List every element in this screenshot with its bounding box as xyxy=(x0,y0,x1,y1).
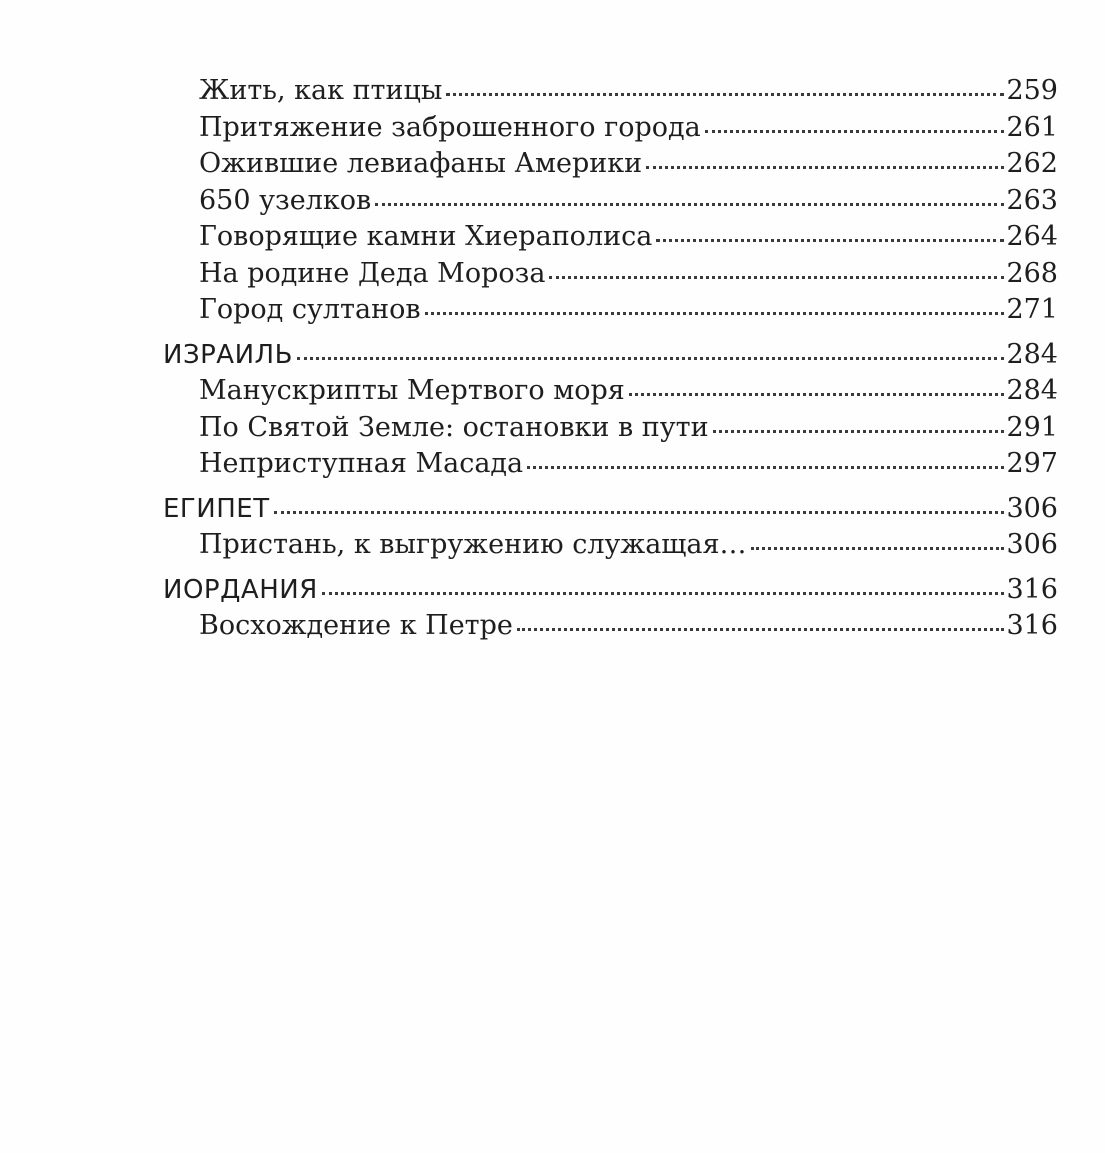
dot-leader xyxy=(375,203,1004,206)
toc-entry-title: Неприступная Масада xyxy=(199,448,524,479)
toc-entry xyxy=(163,608,1058,645)
dot-leader xyxy=(713,430,1005,433)
dot-leader xyxy=(646,166,1004,169)
dot-leader xyxy=(322,592,1005,595)
toc-entry-title: Притяжение заброшенного города xyxy=(199,111,701,143)
toc-entry xyxy=(163,292,1058,329)
dot-leader xyxy=(751,547,1005,550)
toc-entry xyxy=(163,219,1058,256)
toc-entry-page: 297 xyxy=(1006,448,1058,479)
toc-entry-title: Пристань, к выгружению служащая… xyxy=(199,529,747,560)
dot-leader xyxy=(425,312,1005,315)
toc-entry-page: 259 xyxy=(1006,75,1058,106)
toc-entry-title: По Святой Земле: остановки в пути xyxy=(199,411,709,443)
dot-leader xyxy=(656,239,1004,242)
dot-leader xyxy=(549,276,1004,279)
toc-entry-page: 316 xyxy=(1006,610,1058,641)
toc-entry xyxy=(163,146,1058,183)
toc-entry-page: 268 xyxy=(1006,257,1058,289)
toc-entry-title: Жить, как птицы xyxy=(199,75,443,106)
toc-entry-title: На родине Деда Мороза xyxy=(199,257,546,289)
toc-section-entry xyxy=(163,491,1058,528)
toc-entry-page: 284 xyxy=(1006,375,1058,406)
toc-entry-page: 316 xyxy=(1006,573,1058,605)
toc-entry xyxy=(163,527,1058,564)
toc-entry-title: Манускрипты Мертвого моря xyxy=(199,375,625,406)
toc-entry xyxy=(163,410,1058,447)
toc-entry xyxy=(163,373,1058,410)
toc-entry-page: 306 xyxy=(1006,529,1058,560)
toc-entry xyxy=(163,73,1058,110)
dot-leader xyxy=(274,511,1005,514)
toc-entry xyxy=(163,256,1058,293)
toc-section-title: ИОРДАНИЯ xyxy=(163,574,318,605)
toc-entry-title: Город султанов xyxy=(199,294,421,325)
toc-entry-title: 650 узелков xyxy=(199,184,372,216)
toc-entry-page: 291 xyxy=(1006,411,1058,443)
toc-entry-page: 271 xyxy=(1006,294,1058,325)
toc-section-title: ЕГИПЕТ xyxy=(163,493,270,524)
toc-entry xyxy=(163,446,1058,483)
toc-entry-page: 263 xyxy=(1006,184,1058,216)
dot-leader xyxy=(297,357,1005,360)
toc-entry-page: 261 xyxy=(1006,111,1058,143)
dot-leader xyxy=(705,130,1005,133)
dot-leader xyxy=(527,466,1004,469)
toc-entry-page: 284 xyxy=(1006,338,1058,370)
toc-section-entry xyxy=(163,572,1058,609)
toc-entry-page: 306 xyxy=(1006,492,1058,524)
toc-entry xyxy=(163,183,1058,220)
toc-section-entry xyxy=(163,337,1058,374)
dot-leader xyxy=(629,393,1005,396)
toc-entry-title: Говорящие камни Хиераполиса xyxy=(199,221,653,252)
toc-entry xyxy=(163,110,1058,147)
toc-entry-page: 264 xyxy=(1006,221,1058,252)
dot-leader xyxy=(517,628,1005,631)
toc-entry-title: Восхождение к Петре xyxy=(199,610,513,641)
toc-entry-title: Ожившие левиафаны Америки xyxy=(199,148,643,179)
table-of-contents xyxy=(163,73,1058,645)
toc-section-title: ИЗРАИЛЬ xyxy=(163,339,293,370)
dot-leader xyxy=(446,93,1004,96)
toc-entry-page: 262 xyxy=(1006,148,1058,179)
